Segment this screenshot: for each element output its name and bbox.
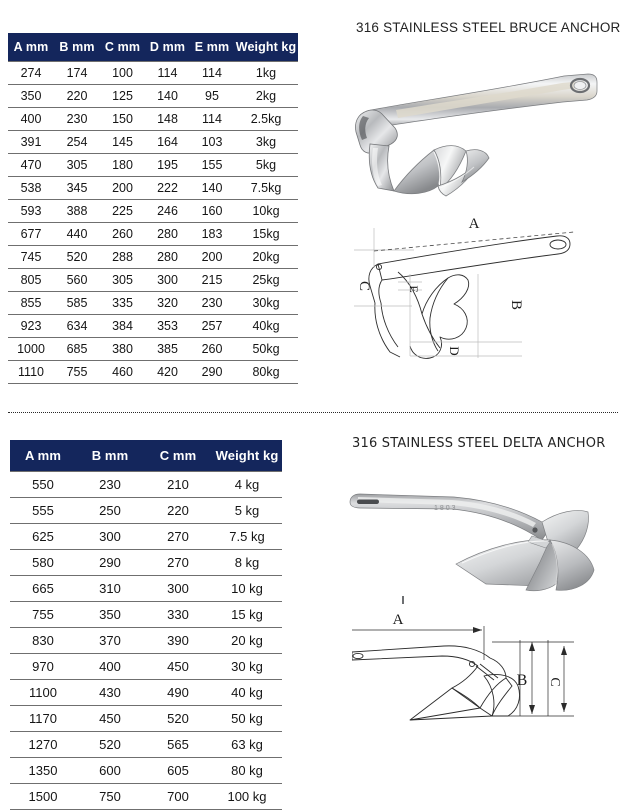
cell-d: 385 xyxy=(145,338,190,361)
dimension-label-a: A xyxy=(392,612,404,628)
cell-weight: 40 kg xyxy=(212,680,282,706)
delta-anchor-photo xyxy=(336,464,622,606)
delta-table-header xyxy=(10,440,282,472)
table-row xyxy=(10,628,282,654)
cell-a: 593 xyxy=(8,200,54,223)
cell-b: 250 xyxy=(76,498,144,524)
cell-c: 200 xyxy=(100,177,145,200)
cell-d: 114 xyxy=(145,62,190,85)
cell-b: 220 xyxy=(54,85,100,108)
cell-d: 195 xyxy=(145,154,190,177)
cell-c: 210 xyxy=(144,472,212,498)
cell-weight: 7.5kg xyxy=(234,177,298,200)
cell-e: 290 xyxy=(190,361,234,384)
cell-b: 634 xyxy=(54,315,100,338)
cell-b: 440 xyxy=(54,223,100,246)
dimension-label-b: B xyxy=(516,672,528,689)
cell-a: 550 xyxy=(10,472,76,498)
table-row xyxy=(8,62,298,85)
cell-weight: 30kg xyxy=(234,292,298,315)
cell-weight: 10 kg xyxy=(212,576,282,602)
cell-a: 923 xyxy=(8,315,54,338)
table-row xyxy=(8,269,298,292)
cell-b: 305 xyxy=(54,154,100,177)
table-row xyxy=(8,246,298,269)
cell-a: 1270 xyxy=(10,732,76,758)
table-row xyxy=(8,131,298,154)
cell-c: 260 xyxy=(100,223,145,246)
table-row xyxy=(10,706,282,732)
cell-b: 560 xyxy=(54,269,100,292)
table-row xyxy=(8,200,298,223)
cell-b: 350 xyxy=(76,602,144,628)
cell-b: 290 xyxy=(76,550,144,576)
cell-b: 685 xyxy=(54,338,100,361)
cell-e: 103 xyxy=(190,131,234,154)
column-header-c: C mm xyxy=(144,440,212,472)
cell-weight: 80 kg xyxy=(212,758,282,784)
table-row xyxy=(10,550,282,576)
cell-c: 305 xyxy=(100,269,145,292)
table-row xyxy=(8,338,298,361)
cell-a: 677 xyxy=(8,223,54,246)
cell-c: 220 xyxy=(144,498,212,524)
cell-a: 855 xyxy=(8,292,54,315)
cell-c: 390 xyxy=(144,628,212,654)
cell-weight: 15kg xyxy=(234,223,298,246)
cell-a: 830 xyxy=(10,628,76,654)
bruce-anchor-dimension-drawing xyxy=(352,206,614,378)
cell-a: 745 xyxy=(8,246,54,269)
column-header-weight: Weight kg xyxy=(234,33,298,62)
section-divider xyxy=(8,412,618,413)
cell-a: 1170 xyxy=(10,706,76,732)
bruce-spec-table xyxy=(8,33,298,384)
cell-b: 174 xyxy=(54,62,100,85)
dimension-label-c: C xyxy=(356,280,372,292)
cell-a: 1110 xyxy=(8,361,54,384)
cell-d: 246 xyxy=(145,200,190,223)
cell-weight: 40kg xyxy=(234,315,298,338)
cell-weight: 15 kg xyxy=(212,602,282,628)
bruce-table-body xyxy=(8,62,298,384)
table-row xyxy=(10,654,282,680)
cell-weight: 63 kg xyxy=(212,732,282,758)
dimension-label-a: A xyxy=(468,216,480,232)
cell-b: 755 xyxy=(54,361,100,384)
delta-spec-table-container xyxy=(10,440,282,810)
column-header-weight: Weight kg xyxy=(212,440,282,472)
dimension-label-b: B xyxy=(508,299,524,311)
column-header-b: B mm xyxy=(54,33,100,62)
cell-a: 1000 xyxy=(8,338,54,361)
cell-weight: 80kg xyxy=(234,361,298,384)
cell-b: 600 xyxy=(76,758,144,784)
table-row xyxy=(8,154,298,177)
cell-e: 257 xyxy=(190,315,234,338)
delta-product-title: 316 STAINLESS STEEL DELTA ANCHOR xyxy=(352,436,606,451)
cell-c: 270 xyxy=(144,550,212,576)
column-header-d: D mm xyxy=(145,33,190,62)
delta-spec-table xyxy=(10,440,282,810)
table-row xyxy=(8,361,298,384)
table-row xyxy=(10,602,282,628)
cell-c: 565 xyxy=(144,732,212,758)
column-header-a: A mm xyxy=(8,33,54,62)
cell-a: 625 xyxy=(10,524,76,550)
table-row xyxy=(10,680,282,706)
cell-c: 700 xyxy=(144,784,212,810)
cell-weight: 4 kg xyxy=(212,472,282,498)
cell-weight: 20 kg xyxy=(212,628,282,654)
table-row xyxy=(10,472,282,498)
delta-anchor-dimension-drawing xyxy=(352,612,618,752)
column-header-c: C mm xyxy=(100,33,145,62)
cell-e: 95 xyxy=(190,85,234,108)
bruce-product-title: 316 STAINLESS STEEL BRUCE ANCHOR xyxy=(356,20,621,35)
cell-b: 585 xyxy=(54,292,100,315)
cell-c: 384 xyxy=(100,315,145,338)
cell-c: 225 xyxy=(100,200,145,223)
cell-c: 335 xyxy=(100,292,145,315)
delta-table-body xyxy=(10,472,282,810)
cell-weight: 2kg xyxy=(234,85,298,108)
cell-d: 280 xyxy=(145,223,190,246)
cell-b: 254 xyxy=(54,131,100,154)
table-row xyxy=(8,223,298,246)
cell-a: 274 xyxy=(8,62,54,85)
cell-b: 300 xyxy=(76,524,144,550)
cell-a: 665 xyxy=(10,576,76,602)
cell-a: 400 xyxy=(8,108,54,131)
cell-weight: 2.5kg xyxy=(234,108,298,131)
column-header-e: E mm xyxy=(190,33,234,62)
table-row xyxy=(10,498,282,524)
column-header-a: A mm xyxy=(10,440,76,472)
cell-weight: 50kg xyxy=(234,338,298,361)
cell-b: 450 xyxy=(76,706,144,732)
cell-c: 125 xyxy=(100,85,145,108)
cell-a: 538 xyxy=(8,177,54,200)
table-row xyxy=(10,758,282,784)
cell-e: 160 xyxy=(190,200,234,223)
cell-b: 520 xyxy=(54,246,100,269)
cell-weight: 20kg xyxy=(234,246,298,269)
cell-b: 345 xyxy=(54,177,100,200)
cell-weight: 25kg xyxy=(234,269,298,292)
cell-b: 750 xyxy=(76,784,144,810)
cell-e: 140 xyxy=(190,177,234,200)
cell-e: 155 xyxy=(190,154,234,177)
table-row xyxy=(8,177,298,200)
cell-c: 450 xyxy=(144,654,212,680)
column-header-b: B mm xyxy=(76,440,144,472)
bruce-table-header xyxy=(8,33,298,62)
cell-b: 230 xyxy=(54,108,100,131)
cell-a: 755 xyxy=(10,602,76,628)
cell-b: 310 xyxy=(76,576,144,602)
cell-a: 350 xyxy=(8,85,54,108)
cell-weight: 8 kg xyxy=(212,550,282,576)
table-row xyxy=(10,784,282,810)
cell-c: 100 xyxy=(100,62,145,85)
cell-c: 380 xyxy=(100,338,145,361)
cell-d: 420 xyxy=(145,361,190,384)
cell-b: 400 xyxy=(76,654,144,680)
cell-weight: 50 kg xyxy=(212,706,282,732)
table-row xyxy=(10,524,282,550)
table-row xyxy=(8,292,298,315)
table-header-row xyxy=(8,33,298,62)
table-row xyxy=(8,315,298,338)
cell-weight: 5 kg xyxy=(212,498,282,524)
cell-a: 1350 xyxy=(10,758,76,784)
cell-d: 164 xyxy=(145,131,190,154)
cell-a: 1100 xyxy=(10,680,76,706)
cell-c: 605 xyxy=(144,758,212,784)
dimension-label-c: C xyxy=(547,677,562,687)
cell-c: 288 xyxy=(100,246,145,269)
cell-c: 490 xyxy=(144,680,212,706)
cell-weight: 3kg xyxy=(234,131,298,154)
cell-a: 555 xyxy=(10,498,76,524)
cell-d: 148 xyxy=(145,108,190,131)
cell-a: 580 xyxy=(10,550,76,576)
cell-a: 1500 xyxy=(10,784,76,810)
cell-b: 230 xyxy=(76,472,144,498)
cell-e: 200 xyxy=(190,246,234,269)
cell-c: 180 xyxy=(100,154,145,177)
cell-e: 215 xyxy=(190,269,234,292)
cell-b: 370 xyxy=(76,628,144,654)
cell-d: 353 xyxy=(145,315,190,338)
table-row xyxy=(10,732,282,758)
cell-d: 222 xyxy=(145,177,190,200)
cell-weight: 10kg xyxy=(234,200,298,223)
cell-c: 330 xyxy=(144,602,212,628)
dimension-label-d: D xyxy=(447,346,462,356)
cell-e: 114 xyxy=(190,108,234,131)
cell-c: 460 xyxy=(100,361,145,384)
bruce-spec-table-container xyxy=(8,33,298,384)
cell-weight: 5kg xyxy=(234,154,298,177)
table-row xyxy=(10,576,282,602)
cell-c: 150 xyxy=(100,108,145,131)
cell-weight: 7.5 kg xyxy=(212,524,282,550)
cell-weight: 1kg xyxy=(234,62,298,85)
cell-e: 114 xyxy=(190,62,234,85)
cell-b: 430 xyxy=(76,680,144,706)
cell-c: 270 xyxy=(144,524,212,550)
cell-weight: 100 kg xyxy=(212,784,282,810)
cell-weight: 30 kg xyxy=(212,654,282,680)
table-row xyxy=(8,85,298,108)
cell-d: 300 xyxy=(145,269,190,292)
cell-a: 391 xyxy=(8,131,54,154)
cell-c: 520 xyxy=(144,706,212,732)
cell-e: 183 xyxy=(190,223,234,246)
cell-e: 230 xyxy=(190,292,234,315)
cell-a: 470 xyxy=(8,154,54,177)
cell-a: 805 xyxy=(8,269,54,292)
table-header-row xyxy=(10,440,282,472)
cell-b: 388 xyxy=(54,200,100,223)
brand-mark: 1803 xyxy=(434,505,458,512)
cell-d: 280 xyxy=(145,246,190,269)
cell-d: 320 xyxy=(145,292,190,315)
cell-c: 300 xyxy=(144,576,212,602)
cell-e: 260 xyxy=(190,338,234,361)
cell-c: 145 xyxy=(100,131,145,154)
bruce-anchor-photo xyxy=(336,48,622,200)
dimension-label-e: E xyxy=(407,285,421,293)
cell-b: 520 xyxy=(76,732,144,758)
cell-d: 140 xyxy=(145,85,190,108)
cell-a: 970 xyxy=(10,654,76,680)
table-row xyxy=(8,108,298,131)
